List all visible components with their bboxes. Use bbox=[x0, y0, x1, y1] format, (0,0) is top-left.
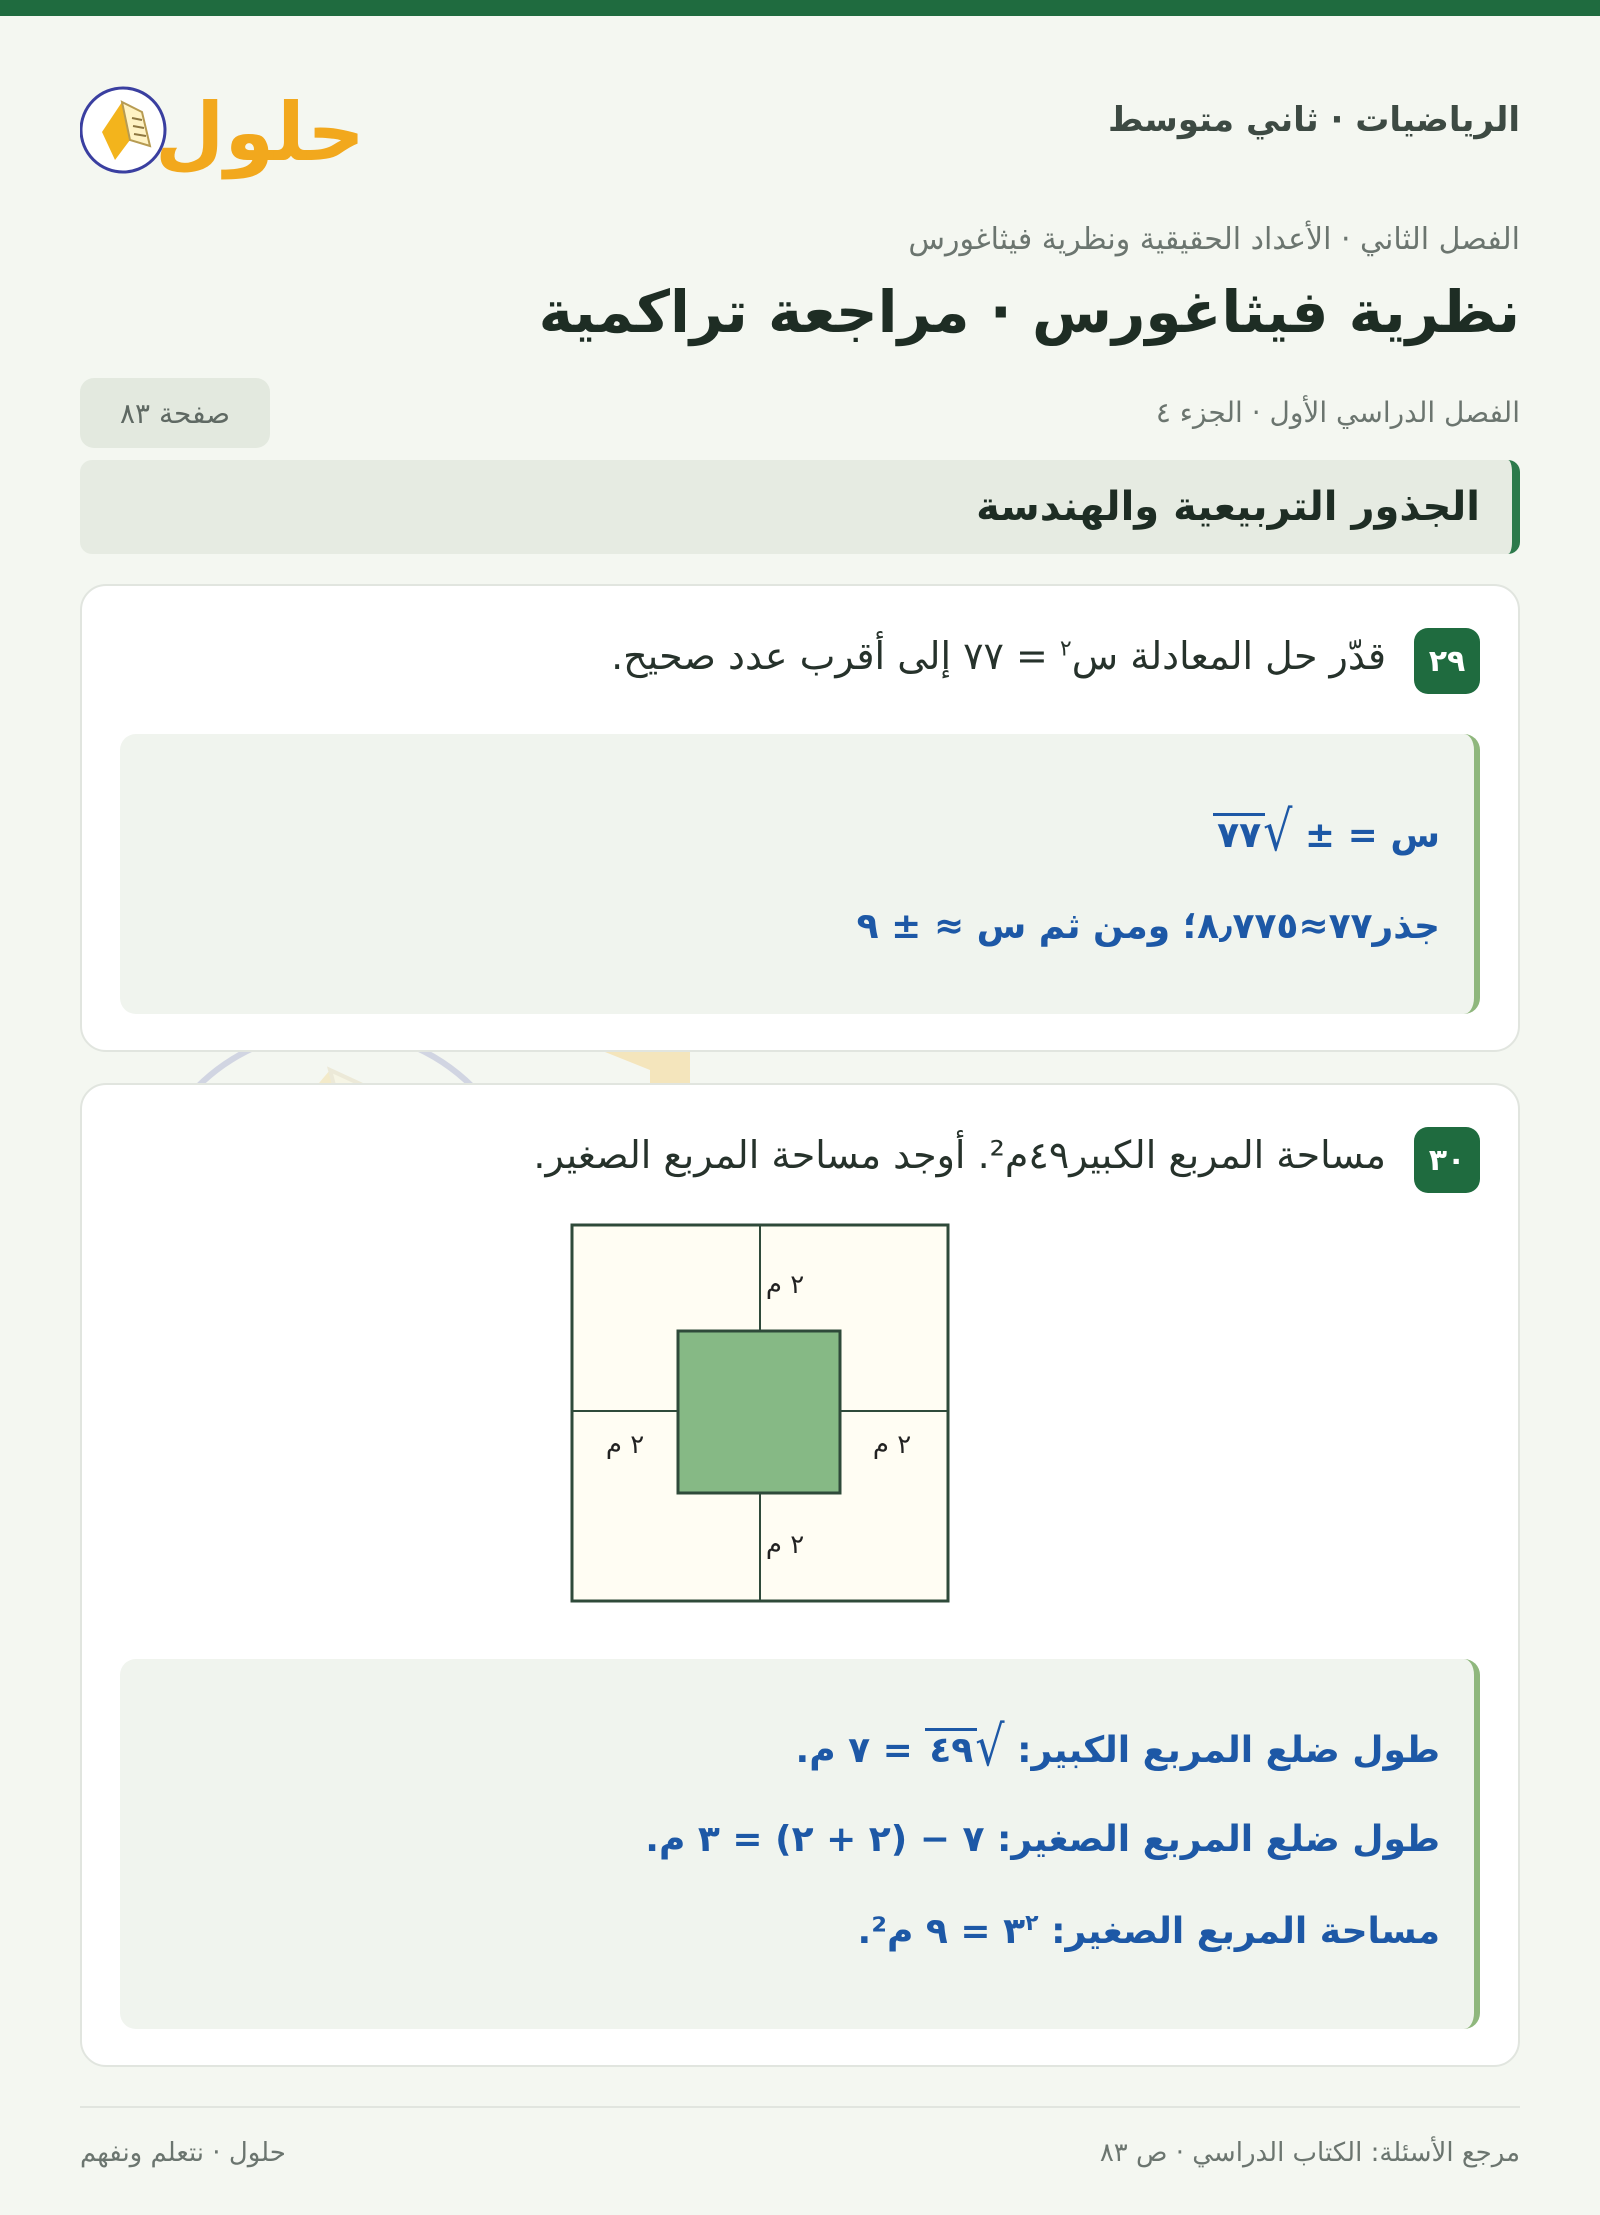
question-card-29 bbox=[80, 584, 1520, 1052]
question-card-30 bbox=[80, 1083, 1520, 2067]
chapter-label: الفصل الثاني · الأعداد الحقيقية ونظرية فيثاغورس bbox=[908, 222, 1520, 257]
top-accent-bar bbox=[0, 0, 1600, 16]
answer-box bbox=[120, 1659, 1480, 2029]
section-title: الجذور التربيعية والهندسة bbox=[976, 484, 1480, 530]
question-text: مساحة المربع الكبير٤٩م². أوجد مساحة المربع الصغير. bbox=[533, 1133, 1386, 1177]
footer-brand: حلول · نتعلم ونفهم bbox=[80, 2138, 286, 2168]
subject-label: الرياضيات · ثاني متوسط bbox=[1108, 100, 1520, 140]
radicand: ٤٩ bbox=[925, 1728, 977, 1771]
footer-reference: مرجع الأسئلة: الكتاب الدراسي · ص ٨٣ bbox=[1099, 2138, 1520, 2168]
answer-line-2: طول ضلع المربع الصغير: ٧ − (٢ + ٢) = ٣ م. bbox=[645, 1819, 1440, 1860]
question-text: قدّر حل المعادلة س$^٢$ = ٧٧ إلى أقرب عدد صحيح. bbox=[611, 634, 1386, 678]
question-number: ٣٠ bbox=[1414, 1127, 1480, 1193]
exponent: ٢ bbox=[1025, 1911, 1039, 1936]
footer-divider bbox=[80, 2106, 1520, 2108]
answer-line-2: جذر٧٧≈٨٫٧٧٥؛ ومن ثم س ≈ ± ٩ bbox=[856, 906, 1440, 947]
dimension-label: ٢ م bbox=[872, 1430, 912, 1460]
radicand: ٧٧ bbox=[1213, 813, 1265, 856]
logo-wordmark: حلول bbox=[155, 86, 365, 179]
small-square bbox=[678, 1331, 840, 1493]
page-number-badge: صفحة ٨٣ bbox=[80, 378, 270, 448]
answer-line-1: س = ± √٧٧ bbox=[1213, 804, 1440, 858]
dimension-label: ٢ م bbox=[765, 1530, 805, 1560]
question-number: ٢٩ bbox=[1414, 628, 1480, 694]
sqrt-icon: √ bbox=[1263, 798, 1293, 864]
exponent: ٢ bbox=[1059, 636, 1072, 662]
section-header bbox=[80, 460, 1520, 554]
page-header bbox=[80, 60, 1520, 190]
page-title: نظرية فيثاغورس · مراجعة تراكمية bbox=[538, 278, 1520, 346]
dimension-label: ٢ م bbox=[605, 1430, 645, 1460]
sqrt-icon: √ bbox=[975, 1713, 1005, 1779]
brand-logo[interactable] bbox=[80, 60, 370, 190]
answer-line-3: مساحة المربع الصغير: $٣^٢$ = ٩ م². bbox=[857, 1911, 1440, 1952]
answer-box bbox=[120, 734, 1480, 1014]
semester-label: الفصل الدراسي الأول · الجزء ٤ bbox=[1155, 396, 1520, 429]
answer-line-1: طول ضلع المربع الكبير: √٤٩ = ٧ م. bbox=[795, 1713, 1440, 1779]
dimension-label: ٢ م bbox=[765, 1270, 805, 1300]
squares-diagram bbox=[570, 1223, 950, 1603]
